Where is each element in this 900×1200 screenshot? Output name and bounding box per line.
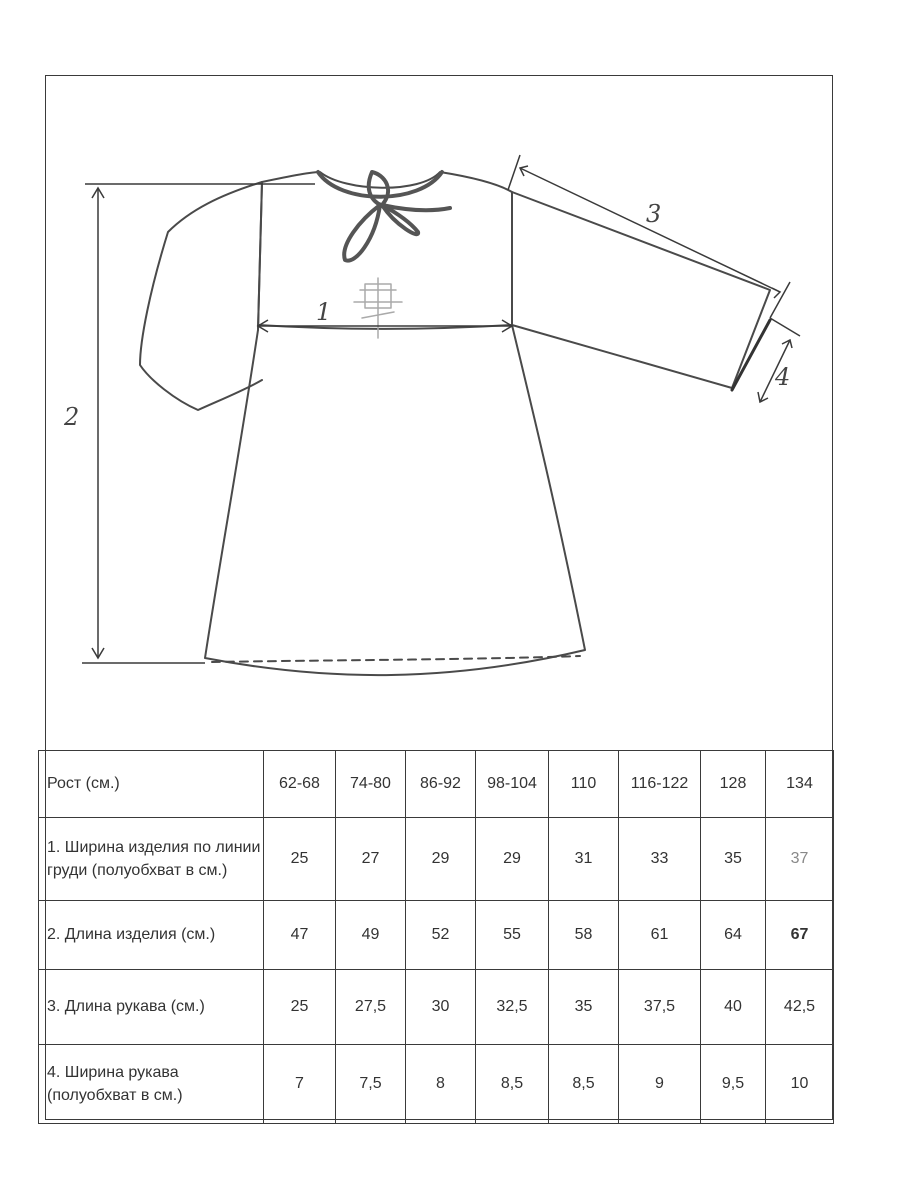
table-cell: 35 (701, 818, 766, 901)
size-header: 98-104 (476, 751, 549, 818)
gown-outline (205, 172, 585, 675)
table-cell: 35 (549, 970, 619, 1045)
size-header: 110 (549, 751, 619, 818)
table-cell: 67 (766, 901, 834, 970)
header-label: Рост (см.) (39, 751, 264, 818)
table-cell: 52 (406, 901, 476, 970)
table-cell: 29 (476, 818, 549, 901)
table-row (39, 818, 834, 901)
size-header: 86-92 (406, 751, 476, 818)
table-cell: 42,5 (766, 970, 834, 1045)
table-cell: 47 (264, 901, 336, 970)
size-header: 116-122 (619, 751, 701, 818)
size-header: 62-68 (264, 751, 336, 818)
row-label: 1. Ширина изделия по линии груди (полуобхват в см.) (39, 818, 264, 901)
size-header: 128 (701, 751, 766, 818)
table-cell: 29 (406, 818, 476, 901)
label-2: 2 (64, 403, 80, 431)
table-cell: 37 (766, 818, 834, 901)
table-cell: 55 (476, 901, 549, 970)
table-cell: 25 (264, 970, 336, 1045)
table-row (39, 901, 834, 970)
table-cell: 7,5 (336, 1045, 406, 1124)
table-cell: 37,5 (619, 970, 701, 1045)
header-row (39, 751, 834, 818)
left-sleeve (140, 182, 262, 410)
table-cell: 25 (264, 818, 336, 901)
table-cell: 49 (336, 901, 406, 970)
table-cell: 30 (406, 970, 476, 1045)
table-cell: 8,5 (549, 1045, 619, 1124)
table-cell: 9 (619, 1045, 701, 1124)
table-cell: 9,5 (701, 1045, 766, 1124)
label-4: 4 (775, 363, 791, 391)
table-cell: 31 (549, 818, 619, 901)
table-cell: 27 (336, 818, 406, 901)
row-label: 2. Длина изделия (см.) (39, 901, 264, 970)
measure-3-line (520, 168, 780, 292)
row-label: 3. Длина рукава (см.) (39, 970, 264, 1045)
table-cell: 8,5 (476, 1045, 549, 1124)
table-cell: 61 (619, 901, 701, 970)
table-cell: 58 (549, 901, 619, 970)
label-3: 3 (646, 200, 662, 228)
size-header: 74-80 (336, 751, 406, 818)
label-1: 1 (316, 298, 332, 326)
table-cell: 64 (701, 901, 766, 970)
table-cell: 8 (406, 1045, 476, 1124)
size-chart-table (38, 750, 834, 1124)
table-cell: 10 (766, 1045, 834, 1124)
table-cell: 7 (264, 1045, 336, 1124)
size-header: 134 (766, 751, 834, 818)
table-cell: 32,5 (476, 970, 549, 1045)
table-cell: 40 (701, 970, 766, 1045)
table-cell: 33 (619, 818, 701, 901)
right-sleeve (512, 192, 770, 388)
table-row (39, 1045, 834, 1124)
table-row (39, 970, 834, 1045)
table-cell: 27,5 (336, 970, 406, 1045)
row-label: 4. Ширина рукава (полуобхват в см.) (39, 1045, 264, 1124)
